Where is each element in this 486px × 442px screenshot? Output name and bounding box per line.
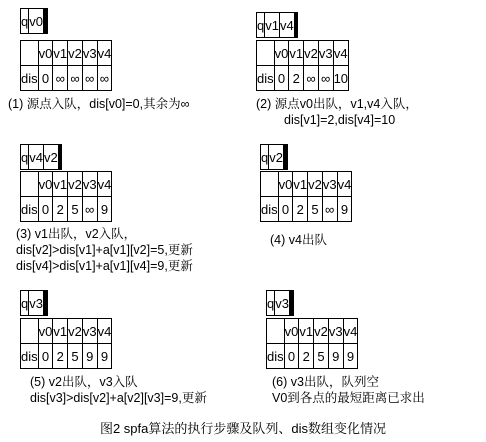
caption-line: (2) 源点v0出队，v1,v4入队， bbox=[256, 97, 418, 111]
dist-value-cell: 9 bbox=[343, 344, 358, 369]
dist-header-cell: v2 bbox=[68, 41, 83, 66]
dist-header-cell: v1 bbox=[53, 319, 68, 344]
caption-line: dis[v4]>dis[v1]+a[v1][v4]=9,更新 bbox=[16, 259, 193, 273]
queue-cell: q bbox=[21, 145, 29, 170]
queue-cell: q bbox=[21, 291, 29, 316]
queue-cell: v3 bbox=[275, 291, 290, 316]
dist-header-cell: v2 bbox=[308, 172, 323, 197]
dist-header-cell bbox=[21, 41, 39, 66]
step-4-queue bbox=[260, 144, 288, 170]
dist-value-cell: dis bbox=[267, 344, 285, 369]
dist-header-cell bbox=[261, 172, 279, 197]
dist-value-cell: 2 bbox=[289, 66, 304, 91]
step-1-queue bbox=[20, 8, 48, 34]
queue-cell: v4 bbox=[29, 145, 44, 170]
dist-value-cell: 10 bbox=[333, 66, 348, 91]
caption-line: dis[v1]=2,dis[v4]=10 bbox=[284, 113, 396, 127]
dist-value-cell: 0 bbox=[278, 197, 293, 222]
step-6-queue bbox=[266, 290, 294, 316]
step-3-dist-table bbox=[20, 171, 112, 222]
dist-header-cell: v0 bbox=[278, 172, 293, 197]
queue-cell bbox=[286, 145, 287, 170]
caption-line: V0到各点的最短距离已求出 bbox=[272, 391, 425, 405]
caption-line: dis[v2]>dis[v1]+a[v1][v2]=5,更新 bbox=[16, 243, 193, 257]
dist-value-cell: dis bbox=[21, 197, 39, 222]
dist-header-cell: v4 bbox=[97, 41, 112, 66]
dist-value-cell: 0 bbox=[38, 197, 53, 222]
dist-header-cell: v2 bbox=[68, 319, 83, 344]
dist-header-cell bbox=[21, 319, 39, 344]
queue-cell: q bbox=[21, 9, 29, 34]
step-4-dist-table bbox=[260, 171, 352, 222]
dist-value-cell: dis bbox=[257, 66, 275, 91]
dist-header-cell: v0 bbox=[284, 319, 299, 344]
step-3-caption bbox=[16, 226, 193, 274]
step-2-dist-table bbox=[256, 40, 349, 91]
queue-cell: q bbox=[267, 291, 275, 316]
dist-value-cell: 2 bbox=[53, 197, 68, 222]
step-6-caption bbox=[272, 374, 425, 406]
dist-value-cell: 2 bbox=[293, 197, 308, 222]
dist-value-cell: ∞ bbox=[304, 66, 319, 91]
dist-header-cell: v1 bbox=[289, 41, 304, 66]
dist-value-cell: ∞ bbox=[82, 66, 97, 91]
dist-value-cell: 9 bbox=[97, 344, 112, 369]
caption-line: (1) 源点入队，dis[v0]=0,其余为∞ bbox=[8, 97, 190, 111]
dist-value-cell: 9 bbox=[328, 344, 343, 369]
dist-value-cell: 5 bbox=[68, 197, 83, 222]
dist-value-cell: 2 bbox=[299, 344, 314, 369]
dist-value-cell: 9 bbox=[337, 197, 352, 222]
dist-header-cell: v1 bbox=[293, 172, 308, 197]
dist-header-cell: v1 bbox=[53, 41, 68, 66]
step-1-caption bbox=[8, 96, 190, 112]
queue-cell: q bbox=[261, 145, 269, 170]
queue-cell: q bbox=[257, 13, 265, 38]
step-4-caption bbox=[270, 232, 327, 248]
dist-value-cell: 9 bbox=[97, 197, 112, 222]
dist-header-cell: v3 bbox=[318, 41, 333, 66]
queue-cell bbox=[46, 9, 47, 34]
dist-header-cell: v3 bbox=[82, 319, 97, 344]
dist-header-cell bbox=[267, 319, 285, 344]
dist-value-cell: 0 bbox=[38, 66, 53, 91]
dist-header-cell: v3 bbox=[82, 172, 97, 197]
caption-line: (6) v3出队，队列空 bbox=[272, 375, 379, 389]
dist-header-cell: v2 bbox=[68, 172, 83, 197]
dist-header-cell: v0 bbox=[274, 41, 289, 66]
queue-cell bbox=[60, 145, 61, 170]
dist-value-cell: ∞ bbox=[68, 66, 83, 91]
caption-line: dis[v3]>dis[v2]+a[v2][v3]=9,更新 bbox=[30, 391, 207, 405]
dist-header-cell: v3 bbox=[82, 41, 97, 66]
dist-header-cell: v0 bbox=[38, 319, 53, 344]
dist-header-cell bbox=[257, 41, 275, 66]
dist-header-cell: v4 bbox=[97, 172, 112, 197]
dist-value-cell: ∞ bbox=[97, 66, 112, 91]
dist-value-cell: ∞ bbox=[53, 66, 68, 91]
figure-caption: 图2 spfa算法的执行步骤及队列、dis数组变化情况 bbox=[99, 421, 387, 436]
step-1-dist-table bbox=[20, 40, 112, 91]
dist-header-cell: v4 bbox=[343, 319, 358, 344]
queue-cell bbox=[46, 291, 47, 316]
dist-value-cell: 2 bbox=[53, 344, 68, 369]
step-2-queue bbox=[256, 12, 298, 38]
dist-value-cell: 0 bbox=[284, 344, 299, 369]
queue-cell bbox=[292, 291, 293, 316]
caption-line: (3) v1出队，v2入队， bbox=[16, 227, 137, 241]
dist-value-cell: dis bbox=[21, 66, 39, 91]
step-5-caption bbox=[30, 374, 207, 406]
dist-header-cell: v0 bbox=[38, 172, 53, 197]
step-3-queue bbox=[20, 144, 62, 170]
dist-value-cell: 9 bbox=[82, 344, 97, 369]
dist-header-cell: v0 bbox=[38, 41, 53, 66]
dist-value-cell: ∞ bbox=[82, 197, 97, 222]
dist-value-cell: ∞ bbox=[318, 66, 333, 91]
dist-value-cell: 5 bbox=[68, 344, 83, 369]
dist-value-cell: 5 bbox=[308, 197, 323, 222]
dist-value-cell: 5 bbox=[314, 344, 329, 369]
queue-cell: v3 bbox=[29, 291, 44, 316]
dist-header-cell: v1 bbox=[53, 172, 68, 197]
dist-header-cell: v1 bbox=[299, 319, 314, 344]
step-5-dist-table bbox=[20, 318, 112, 369]
dist-header-cell: v4 bbox=[333, 41, 348, 66]
queue-cell: v1 bbox=[265, 13, 280, 38]
dist-header-cell: v2 bbox=[314, 319, 329, 344]
caption-line: (4) v4出队 bbox=[270, 233, 327, 247]
dist-header-cell: v4 bbox=[97, 319, 112, 344]
queue-cell: v4 bbox=[279, 13, 294, 38]
dist-header-cell: v2 bbox=[304, 41, 319, 66]
step-6-dist-table bbox=[266, 318, 358, 369]
queue-cell: v2 bbox=[43, 145, 58, 170]
dist-value-cell: 0 bbox=[38, 344, 53, 369]
queue-cell: v0 bbox=[29, 9, 44, 34]
caption-line: (5) v2出队，v3入队 bbox=[30, 375, 138, 389]
dist-header-cell: v3 bbox=[322, 172, 337, 197]
queue-cell: v2 bbox=[269, 145, 284, 170]
dist-value-cell: ∞ bbox=[322, 197, 337, 222]
queue-cell bbox=[296, 13, 297, 38]
dist-header-cell: v4 bbox=[337, 172, 352, 197]
step-5-queue bbox=[20, 290, 48, 316]
dist-header-cell bbox=[21, 172, 39, 197]
dist-value-cell: 0 bbox=[274, 66, 289, 91]
dist-value-cell: dis bbox=[261, 197, 279, 222]
dist-header-cell: v3 bbox=[328, 319, 343, 344]
step-2-caption bbox=[256, 96, 418, 128]
dist-value-cell: dis bbox=[21, 344, 39, 369]
